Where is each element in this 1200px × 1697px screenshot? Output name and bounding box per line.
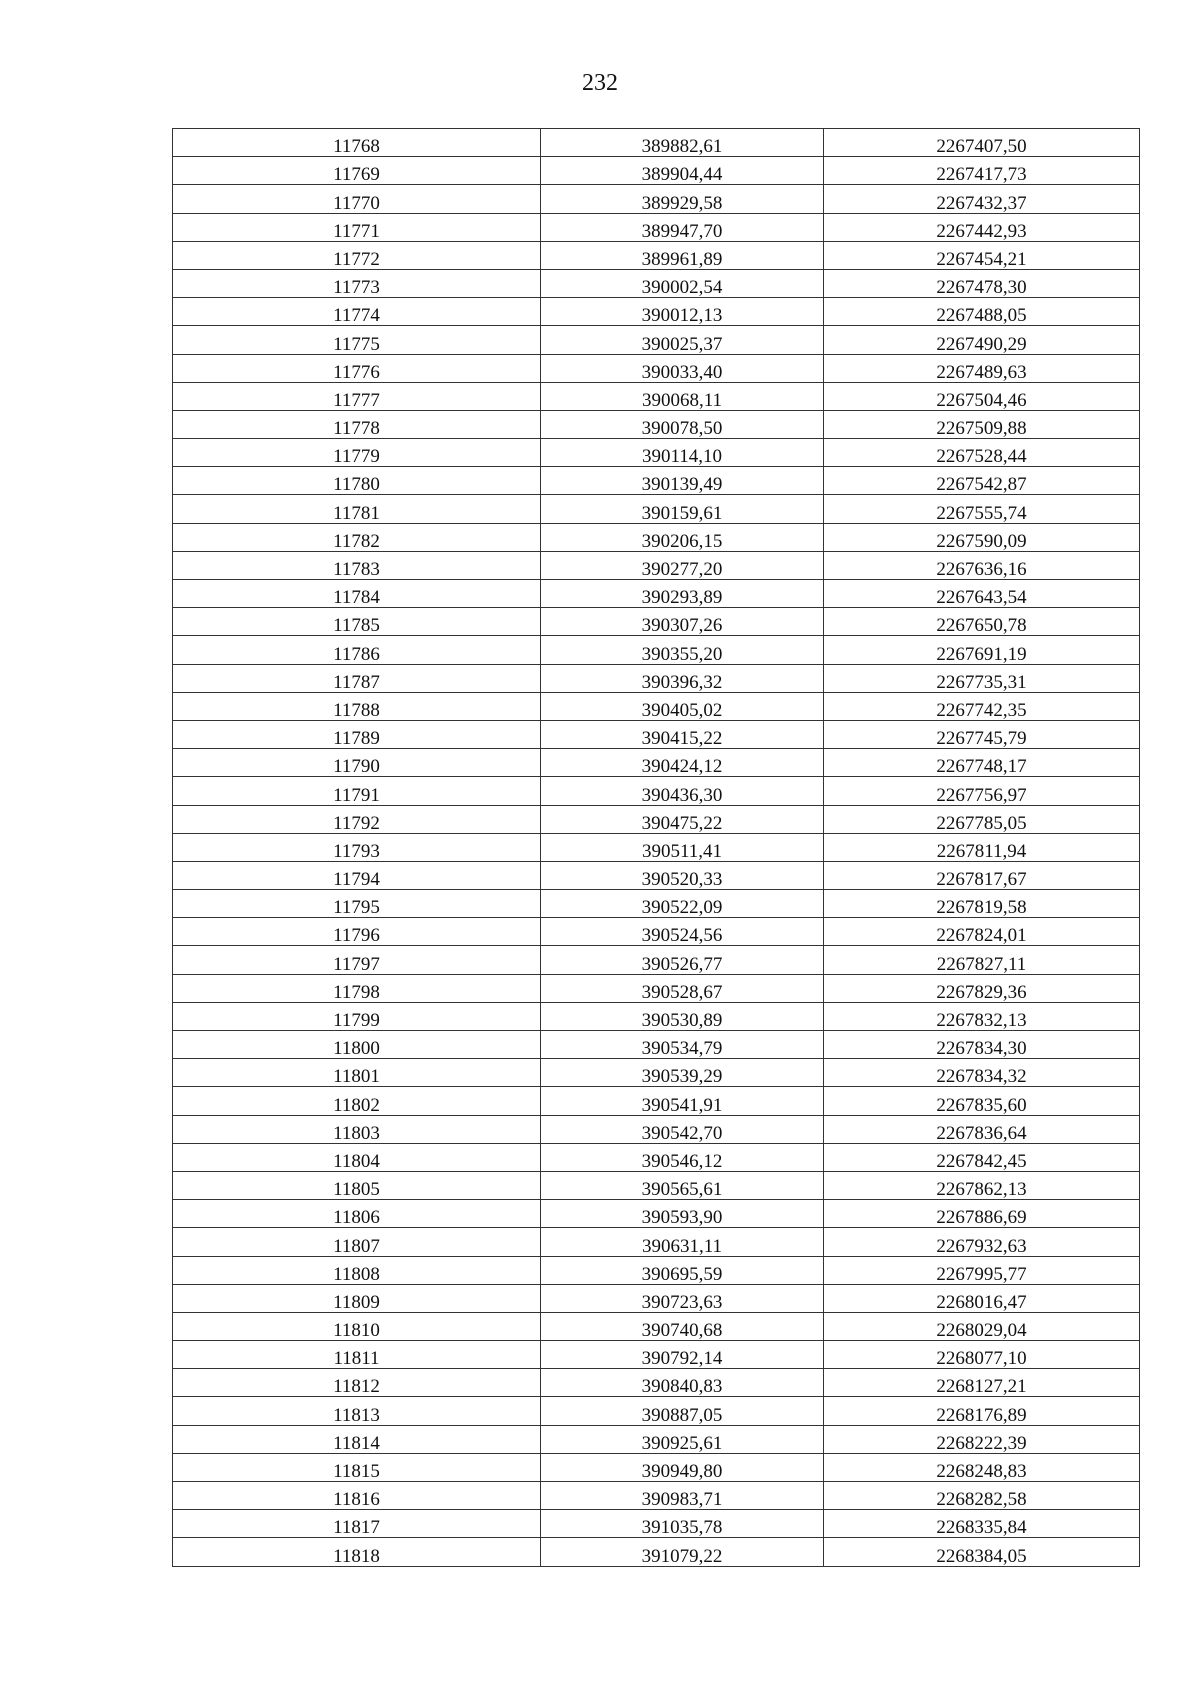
y-coordinate-cell: 2267835,60 <box>824 1087 1140 1115</box>
y-coordinate-cell: 2267827,11 <box>824 946 1140 974</box>
y-coordinate-cell: 2267836,64 <box>824 1115 1140 1143</box>
point-number-cell: 11795 <box>173 890 541 918</box>
table-row <box>173 890 1140 918</box>
table-row <box>173 608 1140 636</box>
point-number-cell: 11805 <box>173 1171 541 1199</box>
table-row <box>173 382 1140 410</box>
x-coordinate-cell: 389904,44 <box>541 157 824 185</box>
y-coordinate-cell: 2267932,63 <box>824 1228 1140 1256</box>
point-number-cell: 11817 <box>173 1510 541 1538</box>
y-coordinate-cell: 2268127,21 <box>824 1369 1140 1397</box>
table-row <box>173 467 1140 495</box>
table-row <box>173 833 1140 861</box>
table-row <box>173 1453 1140 1481</box>
x-coordinate-cell: 390593,90 <box>541 1200 824 1228</box>
point-number-cell: 11769 <box>173 157 541 185</box>
table-row <box>173 439 1140 467</box>
point-number-cell: 11793 <box>173 833 541 861</box>
point-number-cell: 11794 <box>173 861 541 889</box>
x-coordinate-cell: 390723,63 <box>541 1284 824 1312</box>
y-coordinate-cell: 2268077,10 <box>824 1341 1140 1369</box>
y-coordinate-cell: 2268282,58 <box>824 1482 1140 1510</box>
y-coordinate-cell: 2267489,63 <box>824 354 1140 382</box>
table-row <box>173 1538 1140 1566</box>
table-row <box>173 777 1140 805</box>
y-coordinate-cell: 2267509,88 <box>824 410 1140 438</box>
point-number-cell: 11812 <box>173 1369 541 1397</box>
x-coordinate-cell: 389961,89 <box>541 241 824 269</box>
x-coordinate-cell: 390396,32 <box>541 664 824 692</box>
point-number-cell: 11791 <box>173 777 541 805</box>
x-coordinate-cell: 390511,41 <box>541 833 824 861</box>
x-coordinate-cell: 390033,40 <box>541 354 824 382</box>
y-coordinate-cell: 2267829,36 <box>824 974 1140 1002</box>
table-row <box>173 1425 1140 1453</box>
y-coordinate-cell: 2268029,04 <box>824 1312 1140 1340</box>
y-coordinate-cell: 2267756,97 <box>824 777 1140 805</box>
point-number-cell: 11813 <box>173 1397 541 1425</box>
point-number-cell: 11772 <box>173 241 541 269</box>
x-coordinate-cell: 390983,71 <box>541 1482 824 1510</box>
table-row <box>173 269 1140 297</box>
point-number-cell: 11773 <box>173 269 541 297</box>
x-coordinate-cell: 390068,11 <box>541 382 824 410</box>
y-coordinate-cell: 2267811,94 <box>824 833 1140 861</box>
table-row <box>173 1143 1140 1171</box>
x-coordinate-cell: 390565,61 <box>541 1171 824 1199</box>
table-row <box>173 298 1140 326</box>
x-coordinate-cell: 389882,61 <box>541 129 824 157</box>
point-number-cell: 11790 <box>173 749 541 777</box>
y-coordinate-cell: 2268176,89 <box>824 1397 1140 1425</box>
table-row <box>173 495 1140 523</box>
table-row <box>173 805 1140 833</box>
table-row <box>173 1256 1140 1284</box>
x-coordinate-cell: 390695,59 <box>541 1256 824 1284</box>
table-row <box>173 241 1140 269</box>
x-coordinate-cell: 390539,29 <box>541 1059 824 1087</box>
table-row <box>173 157 1140 185</box>
table-row <box>173 1228 1140 1256</box>
y-coordinate-cell: 2267528,44 <box>824 439 1140 467</box>
y-coordinate-cell: 2267832,13 <box>824 1002 1140 1030</box>
point-number-cell: 11797 <box>173 946 541 974</box>
point-number-cell: 11800 <box>173 1031 541 1059</box>
y-coordinate-cell: 2267785,05 <box>824 805 1140 833</box>
table-row <box>173 636 1140 664</box>
point-number-cell: 11778 <box>173 410 541 438</box>
y-coordinate-cell: 2267834,30 <box>824 1031 1140 1059</box>
point-number-cell: 11816 <box>173 1482 541 1510</box>
x-coordinate-cell: 390631,11 <box>541 1228 824 1256</box>
x-coordinate-cell: 390887,05 <box>541 1397 824 1425</box>
y-coordinate-cell: 2267886,69 <box>824 1200 1140 1228</box>
table-row <box>173 918 1140 946</box>
x-coordinate-cell: 390792,14 <box>541 1341 824 1369</box>
x-coordinate-cell: 390159,61 <box>541 495 824 523</box>
x-coordinate-cell: 390542,70 <box>541 1115 824 1143</box>
coordinates-table <box>172 128 1140 1567</box>
y-coordinate-cell: 2267819,58 <box>824 890 1140 918</box>
x-coordinate-cell: 390025,37 <box>541 326 824 354</box>
y-coordinate-cell: 2267817,67 <box>824 861 1140 889</box>
point-number-cell: 11818 <box>173 1538 541 1566</box>
table-row <box>173 1482 1140 1510</box>
point-number-cell: 11806 <box>173 1200 541 1228</box>
coordinates-table-body <box>173 129 1140 1567</box>
point-number-cell: 11768 <box>173 129 541 157</box>
table-row <box>173 1369 1140 1397</box>
y-coordinate-cell: 2267824,01 <box>824 918 1140 946</box>
x-coordinate-cell: 390293,89 <box>541 580 824 608</box>
y-coordinate-cell: 2267745,79 <box>824 720 1140 748</box>
x-coordinate-cell: 390530,89 <box>541 1002 824 1030</box>
y-coordinate-cell: 2268384,05 <box>824 1538 1140 1566</box>
x-coordinate-cell: 391035,78 <box>541 1510 824 1538</box>
table-row <box>173 1284 1140 1312</box>
table-row <box>173 974 1140 1002</box>
y-coordinate-cell: 2267417,73 <box>824 157 1140 185</box>
y-coordinate-cell: 2268248,83 <box>824 1453 1140 1481</box>
x-coordinate-cell: 390524,56 <box>541 918 824 946</box>
table-row <box>173 580 1140 608</box>
table-row <box>173 1171 1140 1199</box>
x-coordinate-cell: 390002,54 <box>541 269 824 297</box>
x-coordinate-cell: 390475,22 <box>541 805 824 833</box>
x-coordinate-cell: 390424,12 <box>541 749 824 777</box>
point-number-cell: 11801 <box>173 1059 541 1087</box>
x-coordinate-cell: 390840,83 <box>541 1369 824 1397</box>
point-number-cell: 11803 <box>173 1115 541 1143</box>
point-number-cell: 11776 <box>173 354 541 382</box>
x-coordinate-cell: 390277,20 <box>541 551 824 579</box>
table-row <box>173 354 1140 382</box>
x-coordinate-cell: 390139,49 <box>541 467 824 495</box>
table-row <box>173 720 1140 748</box>
x-coordinate-cell: 390541,91 <box>541 1087 824 1115</box>
table-row <box>173 185 1140 213</box>
y-coordinate-cell: 2267862,13 <box>824 1171 1140 1199</box>
x-coordinate-cell: 390949,80 <box>541 1453 824 1481</box>
point-number-cell: 11807 <box>173 1228 541 1256</box>
point-number-cell: 11787 <box>173 664 541 692</box>
point-number-cell: 11770 <box>173 185 541 213</box>
point-number-cell: 11781 <box>173 495 541 523</box>
x-coordinate-cell: 390307,26 <box>541 608 824 636</box>
table-row <box>173 551 1140 579</box>
y-coordinate-cell: 2267454,21 <box>824 241 1140 269</box>
x-coordinate-cell: 390534,79 <box>541 1031 824 1059</box>
y-coordinate-cell: 2267834,32 <box>824 1059 1140 1087</box>
y-coordinate-cell: 2267490,29 <box>824 326 1140 354</box>
y-coordinate-cell: 2267542,87 <box>824 467 1140 495</box>
y-coordinate-cell: 2267590,09 <box>824 523 1140 551</box>
y-coordinate-cell: 2268016,47 <box>824 1284 1140 1312</box>
y-coordinate-cell: 2267691,19 <box>824 636 1140 664</box>
y-coordinate-cell: 2267842,45 <box>824 1143 1140 1171</box>
table-row <box>173 1115 1140 1143</box>
y-coordinate-cell: 2267555,74 <box>824 495 1140 523</box>
page-number: 232 <box>582 70 618 96</box>
y-coordinate-cell: 2267643,54 <box>824 580 1140 608</box>
point-number-cell: 11815 <box>173 1453 541 1481</box>
table-row <box>173 1002 1140 1030</box>
x-coordinate-cell: 390405,02 <box>541 692 824 720</box>
table-row <box>173 1341 1140 1369</box>
table-row <box>173 326 1140 354</box>
y-coordinate-cell: 2267636,16 <box>824 551 1140 579</box>
point-number-cell: 11792 <box>173 805 541 833</box>
table-row <box>173 692 1140 720</box>
point-number-cell: 11814 <box>173 1425 541 1453</box>
point-number-cell: 11798 <box>173 974 541 1002</box>
point-number-cell: 11774 <box>173 298 541 326</box>
point-number-cell: 11802 <box>173 1087 541 1115</box>
table-row <box>173 213 1140 241</box>
x-coordinate-cell: 390520,33 <box>541 861 824 889</box>
table-row <box>173 1510 1140 1538</box>
y-coordinate-cell: 2267478,30 <box>824 269 1140 297</box>
y-coordinate-cell: 2267742,35 <box>824 692 1140 720</box>
table-row <box>173 861 1140 889</box>
table-row <box>173 946 1140 974</box>
x-coordinate-cell: 390114,10 <box>541 439 824 467</box>
table-row <box>173 664 1140 692</box>
x-coordinate-cell: 391079,22 <box>541 1538 824 1566</box>
y-coordinate-cell: 2267407,50 <box>824 129 1140 157</box>
point-number-cell: 11779 <box>173 439 541 467</box>
x-coordinate-cell: 390012,13 <box>541 298 824 326</box>
table-row <box>173 1397 1140 1425</box>
x-coordinate-cell: 390740,68 <box>541 1312 824 1340</box>
y-coordinate-cell: 2267748,17 <box>824 749 1140 777</box>
point-number-cell: 11786 <box>173 636 541 664</box>
point-number-cell: 11785 <box>173 608 541 636</box>
point-number-cell: 11796 <box>173 918 541 946</box>
point-number-cell: 11783 <box>173 551 541 579</box>
y-coordinate-cell: 2267488,05 <box>824 298 1140 326</box>
point-number-cell: 11777 <box>173 382 541 410</box>
point-number-cell: 11811 <box>173 1341 541 1369</box>
x-coordinate-cell: 389929,58 <box>541 185 824 213</box>
y-coordinate-cell: 2268335,84 <box>824 1510 1140 1538</box>
y-coordinate-cell: 2268222,39 <box>824 1425 1140 1453</box>
y-coordinate-cell: 2267504,46 <box>824 382 1140 410</box>
table-row <box>173 523 1140 551</box>
point-number-cell: 11809 <box>173 1284 541 1312</box>
point-number-cell: 11799 <box>173 1002 541 1030</box>
x-coordinate-cell: 390528,67 <box>541 974 824 1002</box>
point-number-cell: 11789 <box>173 720 541 748</box>
x-coordinate-cell: 390522,09 <box>541 890 824 918</box>
x-coordinate-cell: 390436,30 <box>541 777 824 805</box>
point-number-cell: 11780 <box>173 467 541 495</box>
table-row <box>173 1031 1140 1059</box>
point-number-cell: 11775 <box>173 326 541 354</box>
x-coordinate-cell: 390415,22 <box>541 720 824 748</box>
point-number-cell: 11804 <box>173 1143 541 1171</box>
y-coordinate-cell: 2267735,31 <box>824 664 1140 692</box>
table-row <box>173 1087 1140 1115</box>
point-number-cell: 11784 <box>173 580 541 608</box>
x-coordinate-cell: 390206,15 <box>541 523 824 551</box>
point-number-cell: 11788 <box>173 692 541 720</box>
point-number-cell: 11808 <box>173 1256 541 1284</box>
table-row <box>173 1059 1140 1087</box>
point-number-cell: 11810 <box>173 1312 541 1340</box>
x-coordinate-cell: 390546,12 <box>541 1143 824 1171</box>
table-row <box>173 749 1140 777</box>
table-row <box>173 1200 1140 1228</box>
y-coordinate-cell: 2267442,93 <box>824 213 1140 241</box>
x-coordinate-cell: 390355,20 <box>541 636 824 664</box>
x-coordinate-cell: 390925,61 <box>541 1425 824 1453</box>
table-row <box>173 129 1140 157</box>
y-coordinate-cell: 2267432,37 <box>824 185 1140 213</box>
x-coordinate-cell: 390078,50 <box>541 410 824 438</box>
y-coordinate-cell: 2267650,78 <box>824 608 1140 636</box>
point-number-cell: 11782 <box>173 523 541 551</box>
x-coordinate-cell: 390526,77 <box>541 946 824 974</box>
y-coordinate-cell: 2267995,77 <box>824 1256 1140 1284</box>
table-row <box>173 410 1140 438</box>
x-coordinate-cell: 389947,70 <box>541 213 824 241</box>
point-number-cell: 11771 <box>173 213 541 241</box>
table-row <box>173 1312 1140 1340</box>
